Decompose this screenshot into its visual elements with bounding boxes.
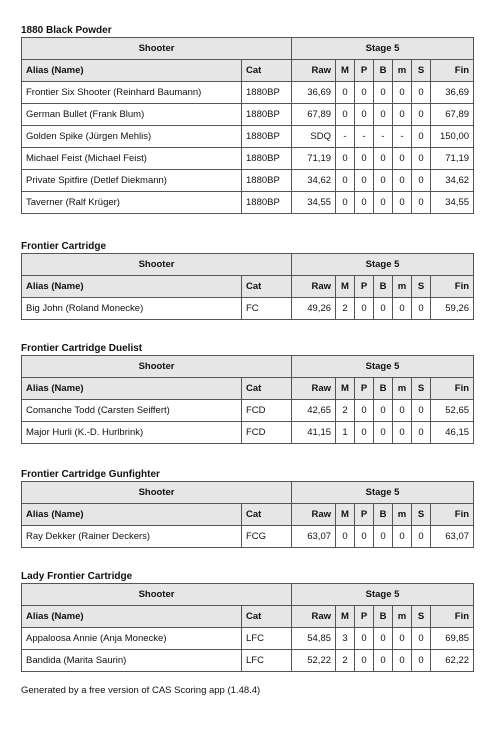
col-cat-header: Cat <box>242 276 292 298</box>
cat-cell: FCD <box>242 422 292 444</box>
raw-cell: 34,62 <box>292 170 336 192</box>
col-fin-header: Fin <box>431 60 474 82</box>
section-0 <box>21 24 473 214</box>
col-minor-header: m <box>393 276 412 298</box>
alias-cell: Ray Dekker (Rainer Deckers) <box>22 526 242 548</box>
table-row <box>22 82 474 104</box>
col-alias-header: Alias (Name) <box>22 606 242 628</box>
table-row <box>22 400 474 422</box>
table-row <box>22 298 474 320</box>
table-row <box>22 650 474 672</box>
table-row <box>22 148 474 170</box>
fin-cell: 59,26 <box>431 298 474 320</box>
raw-cell: 71,19 <box>292 148 336 170</box>
miss-cell: 0 <box>336 82 355 104</box>
col-b-header: B <box>374 378 393 400</box>
col-p-header: P <box>355 606 374 628</box>
miss-cell: 0 <box>336 104 355 126</box>
table-row <box>22 104 474 126</box>
s-cell: 0 <box>412 170 431 192</box>
bonus-cell: 0 <box>374 628 393 650</box>
bonus-cell: 0 <box>374 192 393 214</box>
col-s-header: S <box>412 276 431 298</box>
fin-cell: 71,19 <box>431 148 474 170</box>
procedural-cell: 0 <box>355 628 374 650</box>
bonus-cell: 0 <box>374 422 393 444</box>
procedural-cell: 0 <box>355 104 374 126</box>
cat-cell: 1880BP <box>242 126 292 148</box>
col-s-header: S <box>412 606 431 628</box>
s-cell: 0 <box>412 650 431 672</box>
stage-header: Stage 5 <box>292 482 474 504</box>
minor-cell: 0 <box>393 148 412 170</box>
bonus-cell: 0 <box>374 650 393 672</box>
minor-cell: 0 <box>393 104 412 126</box>
bonus-cell: 0 <box>374 298 393 320</box>
col-p-header: P <box>355 276 374 298</box>
alias-cell: Golden Spike (Jürgen Mehlis) <box>22 126 242 148</box>
col-p-header: P <box>355 504 374 526</box>
minor-cell: 0 <box>393 192 412 214</box>
fin-cell: 69,85 <box>431 628 474 650</box>
shooter-header: Shooter <box>22 356 292 378</box>
bonus-cell: 0 <box>374 526 393 548</box>
procedural-cell: 0 <box>355 148 374 170</box>
col-fin-header: Fin <box>431 276 474 298</box>
section-1 <box>21 240 473 320</box>
col-b-header: B <box>374 276 393 298</box>
cat-cell: LFC <box>242 650 292 672</box>
col-cat-header: Cat <box>242 606 292 628</box>
procedural-cell: 0 <box>355 422 374 444</box>
minor-cell: 0 <box>393 526 412 548</box>
col-raw-header: Raw <box>292 504 336 526</box>
footer-note: Generated by a free version of CAS Scoring app (1.48.4) <box>21 685 261 696</box>
minor-cell: 0 <box>393 298 412 320</box>
col-minor-header: m <box>393 378 412 400</box>
bonus-cell: 0 <box>374 148 393 170</box>
procedural-cell: 0 <box>355 170 374 192</box>
cat-cell: FCG <box>242 526 292 548</box>
raw-cell: 49,26 <box>292 298 336 320</box>
bonus-cell: 0 <box>374 170 393 192</box>
miss-cell: 0 <box>336 148 355 170</box>
table-row <box>22 126 474 148</box>
section-title: Lady Frontier Cartridge <box>21 571 133 582</box>
s-cell: 0 <box>412 422 431 444</box>
col-m-header: M <box>336 60 355 82</box>
col-minor-header: m <box>393 504 412 526</box>
col-m-header: M <box>336 276 355 298</box>
miss-cell: 0 <box>336 170 355 192</box>
procedural-cell: 0 <box>355 526 374 548</box>
cat-cell: FC <box>242 298 292 320</box>
raw-cell: 41,15 <box>292 422 336 444</box>
stage-header: Stage 5 <box>292 584 474 606</box>
shooter-header: Shooter <box>22 482 292 504</box>
section-2 <box>21 342 473 444</box>
s-cell: 0 <box>412 104 431 126</box>
col-m-header: M <box>336 378 355 400</box>
alias-cell: Bandida (Marita Saurin) <box>22 650 242 672</box>
score-table <box>21 583 474 672</box>
col-b-header: B <box>374 60 393 82</box>
raw-cell: 42,65 <box>292 400 336 422</box>
stage-header: Stage 5 <box>292 356 474 378</box>
alias-cell: Taverner (Ralf Krüger) <box>22 192 242 214</box>
section-title: Frontier Cartridge <box>21 241 107 252</box>
col-b-header: B <box>374 504 393 526</box>
section-title: 1880 Black Powder <box>21 25 112 36</box>
cat-cell: FCD <box>242 400 292 422</box>
col-cat-header: Cat <box>242 504 292 526</box>
raw-cell: 36,69 <box>292 82 336 104</box>
table-row <box>22 422 474 444</box>
procedural-cell: - <box>355 126 374 148</box>
col-alias-header: Alias (Name) <box>22 504 242 526</box>
col-fin-header: Fin <box>431 606 474 628</box>
bonus-cell: 0 <box>374 104 393 126</box>
minor-cell: - <box>393 126 412 148</box>
s-cell: 0 <box>412 192 431 214</box>
raw-cell: 63,07 <box>292 526 336 548</box>
raw-cell: 54,85 <box>292 628 336 650</box>
shooter-header: Shooter <box>22 584 292 606</box>
table-row <box>22 628 474 650</box>
col-alias-header: Alias (Name) <box>22 378 242 400</box>
miss-cell: 1 <box>336 422 355 444</box>
col-m-header: M <box>336 606 355 628</box>
raw-cell: 52,22 <box>292 650 336 672</box>
procedural-cell: 0 <box>355 298 374 320</box>
fin-cell: 63,07 <box>431 526 474 548</box>
fin-cell: 34,55 <box>431 192 474 214</box>
col-cat-header: Cat <box>242 60 292 82</box>
bonus-cell: 0 <box>374 400 393 422</box>
fin-cell: 36,69 <box>431 82 474 104</box>
stage-header: Stage 5 <box>292 38 474 60</box>
score-table <box>21 37 474 214</box>
col-cat-header: Cat <box>242 378 292 400</box>
stage-header: Stage 5 <box>292 254 474 276</box>
col-alias-header: Alias (Name) <box>22 276 242 298</box>
procedural-cell: 0 <box>355 400 374 422</box>
s-cell: 0 <box>412 526 431 548</box>
cat-cell: 1880BP <box>242 104 292 126</box>
raw-cell: SDQ <box>292 126 336 148</box>
cat-cell: 1880BP <box>242 82 292 104</box>
s-cell: 0 <box>412 628 431 650</box>
minor-cell: 0 <box>393 422 412 444</box>
miss-cell: - <box>336 126 355 148</box>
shooter-header: Shooter <box>22 254 292 276</box>
raw-cell: 34,55 <box>292 192 336 214</box>
miss-cell: 0 <box>336 526 355 548</box>
s-cell: 0 <box>412 400 431 422</box>
procedural-cell: 0 <box>355 82 374 104</box>
score-table <box>21 481 474 548</box>
minor-cell: 0 <box>393 170 412 192</box>
alias-cell: Michael Feist (Michael Feist) <box>22 148 242 170</box>
col-raw-header: Raw <box>292 606 336 628</box>
table-row <box>22 526 474 548</box>
minor-cell: 0 <box>393 628 412 650</box>
procedural-cell: 0 <box>355 650 374 672</box>
col-raw-header: Raw <box>292 60 336 82</box>
s-cell: 0 <box>412 126 431 148</box>
col-fin-header: Fin <box>431 504 474 526</box>
shooter-header: Shooter <box>22 38 292 60</box>
table-row <box>22 192 474 214</box>
fin-cell: 62,22 <box>431 650 474 672</box>
cat-cell: 1880BP <box>242 170 292 192</box>
fin-cell: 52,65 <box>431 400 474 422</box>
minor-cell: 0 <box>393 650 412 672</box>
alias-cell: Appaloosa Annie (Anja Monecke) <box>22 628 242 650</box>
miss-cell: 2 <box>336 650 355 672</box>
alias-cell: Big John (Roland Monecke) <box>22 298 242 320</box>
minor-cell: 0 <box>393 400 412 422</box>
col-minor-header: m <box>393 60 412 82</box>
fin-cell: 67,89 <box>431 104 474 126</box>
alias-cell: Comanche Todd (Carsten Seiffert) <box>22 400 242 422</box>
col-s-header: S <box>412 378 431 400</box>
section-title: Frontier Cartridge Duelist <box>21 343 143 354</box>
s-cell: 0 <box>412 148 431 170</box>
table-row <box>22 170 474 192</box>
alias-cell: German Bullet (Frank Blum) <box>22 104 242 126</box>
col-s-header: S <box>412 60 431 82</box>
alias-cell: Major Hurli (K.-D. Hurlbrink) <box>22 422 242 444</box>
col-minor-header: m <box>393 606 412 628</box>
s-cell: 0 <box>412 298 431 320</box>
cat-cell: LFC <box>242 628 292 650</box>
miss-cell: 2 <box>336 298 355 320</box>
score-table <box>21 355 474 444</box>
col-p-header: P <box>355 60 374 82</box>
score-table <box>21 253 474 320</box>
cat-cell: 1880BP <box>242 148 292 170</box>
bonus-cell: - <box>374 126 393 148</box>
procedural-cell: 0 <box>355 192 374 214</box>
col-alias-header: Alias (Name) <box>22 60 242 82</box>
miss-cell: 3 <box>336 628 355 650</box>
col-b-header: B <box>374 606 393 628</box>
fin-cell: 150,00 <box>431 126 474 148</box>
fin-cell: 46,15 <box>431 422 474 444</box>
alias-cell: Private Spitfire (Detlef Diekmann) <box>22 170 242 192</box>
miss-cell: 0 <box>336 192 355 214</box>
miss-cell: 2 <box>336 400 355 422</box>
col-raw-header: Raw <box>292 276 336 298</box>
col-fin-header: Fin <box>431 378 474 400</box>
section-title: Frontier Cartridge Gunfighter <box>21 469 160 480</box>
section-3 <box>21 468 473 548</box>
col-raw-header: Raw <box>292 378 336 400</box>
col-m-header: M <box>336 504 355 526</box>
section-4 <box>21 570 473 672</box>
bonus-cell: 0 <box>374 82 393 104</box>
raw-cell: 67,89 <box>292 104 336 126</box>
alias-cell: Frontier Six Shooter (Reinhard Baumann) <box>22 82 242 104</box>
cat-cell: 1880BP <box>242 192 292 214</box>
minor-cell: 0 <box>393 82 412 104</box>
s-cell: 0 <box>412 82 431 104</box>
col-s-header: S <box>412 504 431 526</box>
fin-cell: 34,62 <box>431 170 474 192</box>
col-p-header: P <box>355 378 374 400</box>
